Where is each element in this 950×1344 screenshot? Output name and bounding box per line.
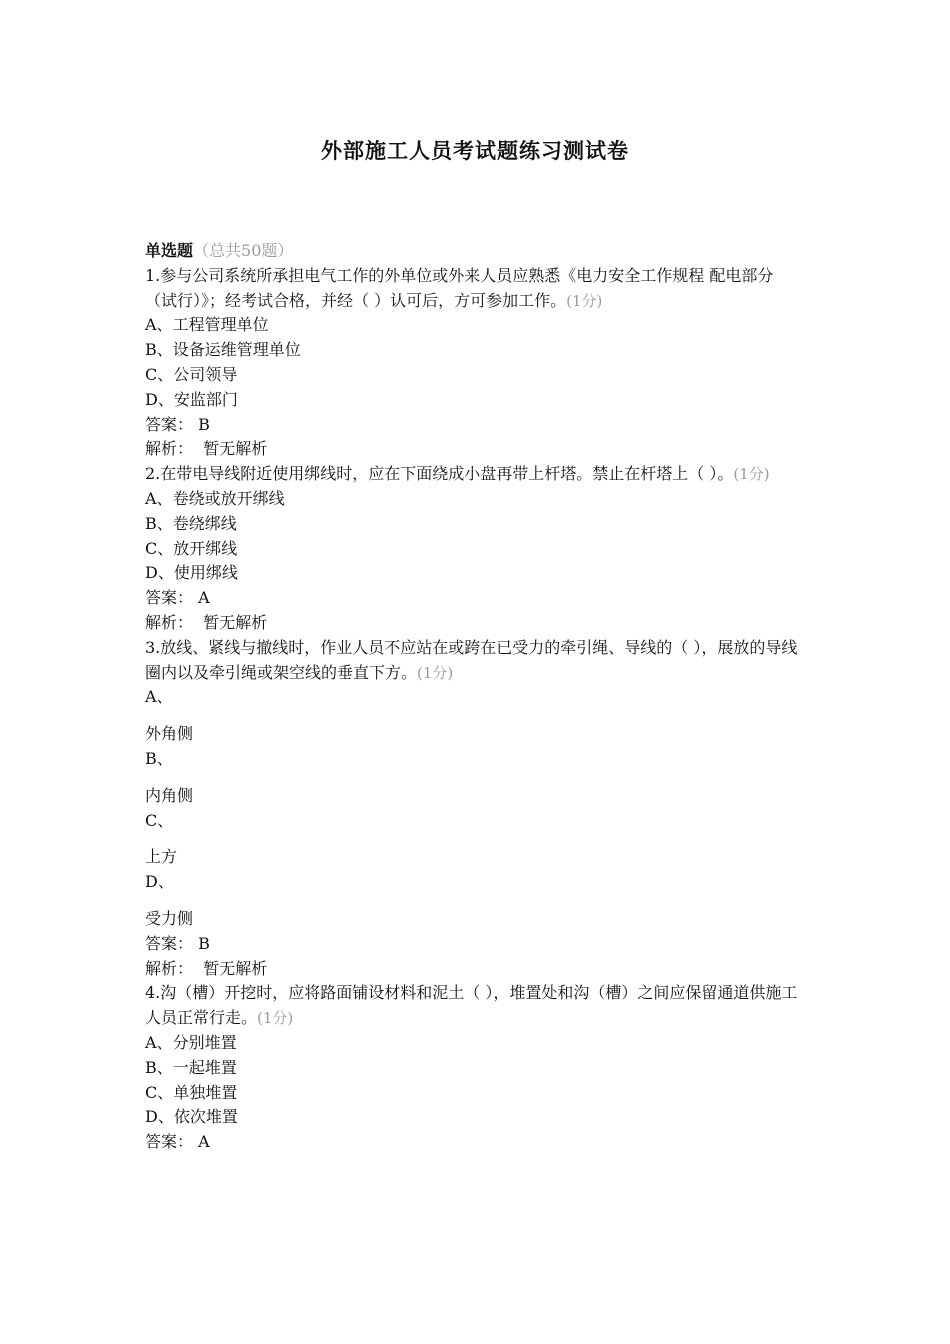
option-text: 一起堆置 bbox=[172, 1057, 237, 1077]
analysis-line bbox=[145, 957, 805, 982]
option-letter: A、 bbox=[145, 488, 173, 508]
question-points: (1分) bbox=[733, 465, 770, 484]
answer-label: 答案： bbox=[145, 933, 194, 953]
question-stem bbox=[145, 981, 805, 1031]
question-number: 2. bbox=[145, 464, 161, 484]
option-d bbox=[145, 561, 805, 586]
option-letter: D、 bbox=[145, 389, 174, 409]
question-4 bbox=[145, 981, 805, 1155]
option-b bbox=[145, 512, 805, 537]
option-text: 使用绑线 bbox=[173, 563, 238, 583]
question-list bbox=[145, 239, 805, 1155]
answer-label: 答案： bbox=[145, 1132, 194, 1152]
question-1 bbox=[145, 264, 805, 462]
option-text: 工程管理单位 bbox=[172, 315, 269, 335]
answer-line bbox=[145, 1130, 805, 1155]
question-3 bbox=[145, 636, 805, 982]
option-letter: C、 bbox=[145, 538, 174, 558]
answer-line bbox=[145, 586, 805, 611]
option-a-letter: A、 bbox=[145, 687, 173, 707]
option-c bbox=[145, 537, 805, 562]
option-d-letter: D、 bbox=[145, 872, 174, 892]
option-d-text: 受力侧 bbox=[145, 908, 194, 928]
option-letter: A、 bbox=[145, 315, 173, 335]
answer-line bbox=[145, 932, 805, 957]
option-text: 卷绕或放开绑线 bbox=[172, 488, 285, 508]
answer-value: A bbox=[198, 1132, 210, 1152]
option-c-letter: C、 bbox=[145, 810, 174, 830]
question-text: 参与公司系统所承担电气工作的外单位或外来人员应熟悉《电力安全工作规程 配电部分（试行）》；经考试合格，并经（ ）认可后，方可参加工作。 bbox=[145, 265, 774, 310]
option-d bbox=[145, 1105, 805, 1130]
option-letter: A、 bbox=[145, 1032, 173, 1052]
answer-value: B bbox=[198, 933, 210, 953]
document-title: 外部施工人员考试题练习测试卷 bbox=[321, 138, 629, 163]
question-2 bbox=[145, 462, 805, 636]
answer-value: A bbox=[198, 588, 210, 608]
question-points: (1分) bbox=[417, 663, 454, 682]
analysis-line bbox=[145, 611, 805, 636]
section-header bbox=[145, 239, 805, 264]
option-a bbox=[145, 1031, 805, 1056]
option-text: 单独堆置 bbox=[173, 1082, 238, 1102]
question-number: 4. bbox=[145, 983, 161, 1003]
option-letter: D、 bbox=[145, 1107, 174, 1127]
analysis-line bbox=[145, 437, 805, 462]
analysis-label: 解析： bbox=[145, 439, 194, 459]
question-points: (1分) bbox=[257, 1009, 294, 1028]
question-stem bbox=[145, 462, 805, 487]
answer-label: 答案： bbox=[145, 588, 194, 608]
question-text: 在带电导线附近使用绑线时，应在下面绕成小盘再带上杆塔。禁止在杆塔上（ ）。 bbox=[160, 464, 734, 484]
option-letter: B、 bbox=[145, 1057, 173, 1077]
option-c bbox=[145, 363, 805, 388]
option-text: 公司领导 bbox=[173, 364, 238, 384]
answer-label: 答案： bbox=[145, 414, 194, 434]
analysis-value: 暂无解析 bbox=[203, 958, 268, 978]
option-a bbox=[145, 487, 805, 512]
analysis-label: 解析： bbox=[145, 612, 194, 632]
option-text: 设备运维管理单位 bbox=[172, 340, 301, 360]
option-b bbox=[145, 1056, 805, 1081]
option-text: 依次堆置 bbox=[173, 1107, 238, 1127]
option-letter: D、 bbox=[145, 563, 174, 583]
question-text: 沟（槽）开挖时，应将路面铺设材料和泥土（ ），堆置处和沟（槽）之间应保留通道供施工人员正常行走。 bbox=[145, 983, 798, 1028]
question-points: (1分) bbox=[566, 291, 603, 310]
section-count: （总共50题） bbox=[193, 241, 294, 260]
option-b-letter: B、 bbox=[145, 748, 173, 768]
option-a-text: 外角侧 bbox=[145, 724, 194, 744]
option-a bbox=[145, 313, 805, 338]
option-letter: B、 bbox=[145, 340, 173, 360]
option-b-text: 内角侧 bbox=[145, 785, 194, 805]
option-c-text: 上方 bbox=[145, 847, 178, 867]
question-stem bbox=[145, 636, 805, 686]
option-c bbox=[145, 1081, 805, 1106]
option-text: 分别堆置 bbox=[172, 1032, 237, 1052]
option-d bbox=[145, 388, 805, 413]
question-number: 1. bbox=[145, 265, 161, 285]
question-stem bbox=[145, 264, 805, 314]
option-letter: C、 bbox=[145, 1082, 174, 1102]
option-letter: B、 bbox=[145, 513, 173, 533]
question-number: 3. bbox=[145, 637, 161, 657]
answer-value: B bbox=[198, 414, 210, 434]
option-text: 安监部门 bbox=[173, 389, 238, 409]
option-text: 放开绑线 bbox=[173, 538, 238, 558]
option-letter: C、 bbox=[145, 364, 174, 384]
analysis-value: 暂无解析 bbox=[203, 439, 268, 459]
analysis-value: 暂无解析 bbox=[203, 612, 268, 632]
question-text: 放线、紧线与撤线时，作业人员不应站在或跨在已受力的牵引绳、导线的（ ），展放的导线圈内以及牵引绳或架空线的垂直下方。 bbox=[145, 637, 798, 682]
option-text: 卷绕绑线 bbox=[172, 513, 237, 533]
answer-line bbox=[145, 413, 805, 438]
section-label: 单选题 bbox=[145, 241, 194, 260]
analysis-label: 解析： bbox=[145, 958, 194, 978]
option-b bbox=[145, 338, 805, 363]
